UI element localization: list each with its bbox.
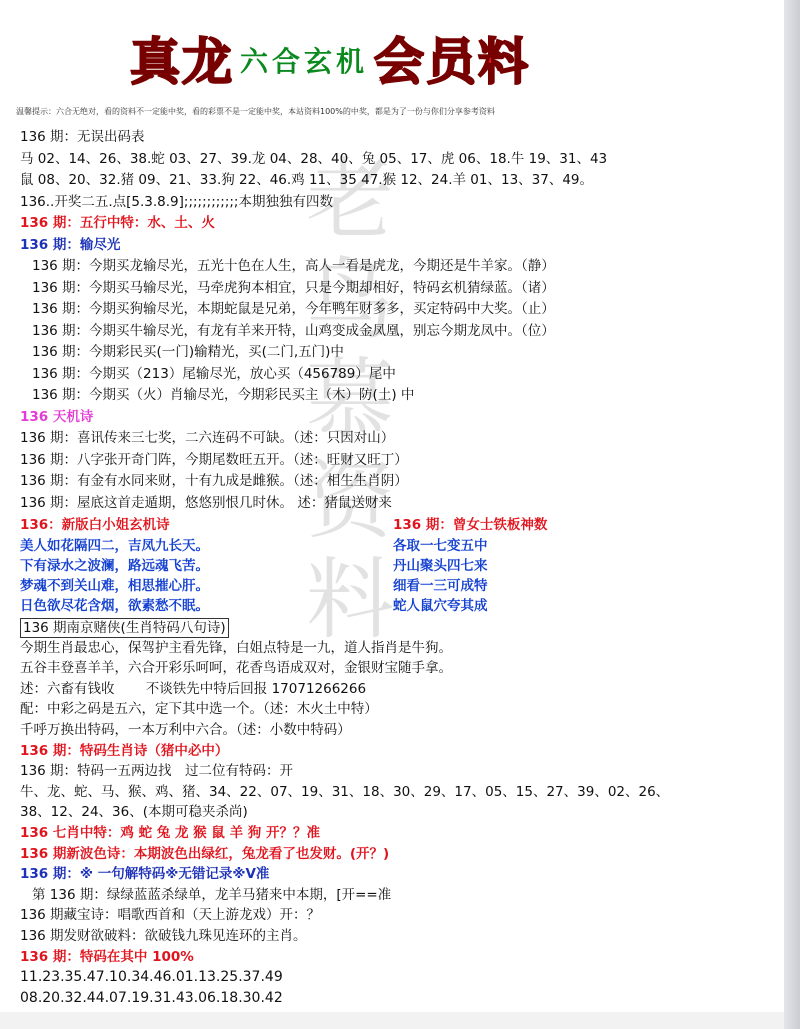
text-line: 牛、龙、蛇、马、猴、鸡、猪、34、22、07、19、31、18、30、29、17、05、15、27、39、02、26、 [20, 783, 670, 800]
title-part3: 会员料 [374, 32, 531, 91]
right-poem-title: 136 期：曾女士铁板神数 [393, 517, 548, 533]
poem-line: 下有渌水之波澜，路远魂飞苦。 [20, 558, 209, 574]
text-line: 136 期：特码一五两边找 过二位有特码：开 [20, 763, 294, 780]
text-line: 136 期：五行中特：水、土、火 [20, 215, 215, 231]
footer-strip [0, 1012, 784, 1029]
text-line: 述：六畜有钱收 不谈铁先中特后回报 17071266266 [20, 680, 367, 697]
text-line: 11.23.35.47.10.34.46.01.13.25.37.49 [20, 969, 283, 986]
banner [0, 0, 784, 102]
text-line: 38、12、24、36、(本期可稳夹杀尚) [20, 804, 248, 821]
left-poem-title: 136：新版白小姐玄机诗 [20, 517, 170, 533]
text-line: 136..开奖二五.点[5.3.8.9];;;;;;;;;;;;本期独独有四数 [20, 193, 333, 210]
text-line: 136 期：今期买龙输尽光，五光十色在人生，高人一看是虎龙，今期还是牛羊家。（静） [32, 258, 555, 274]
text-line: 今期生肖最忠心，保驾护主看先锋，白姐点特是一九，道人指肖是牛狗。 [20, 639, 452, 656]
text-line: 136 期：特码生肖诗（猪中必中） [20, 742, 229, 759]
scrollbar[interactable] [784, 0, 800, 1029]
poem-line: 美人如花隔四二，吉凤九长天。 [20, 538, 209, 554]
text-line: 配：中彩之码是五六，定下其中选一个。（述：木火土中特） [20, 701, 378, 718]
text-line: 136 期：今期买牛输尽光，有龙有羊来开特，山鸡变成金凤凰，别忘今期龙凤中。（位） [32, 322, 555, 339]
text-line: 136 期：今期买（火）肖输尽光，今期彩民买主（木）防(土) 中 [32, 387, 415, 403]
text-line: 08.20.32.44.07.19.31.43.06.18.30.42 [20, 989, 283, 1006]
text-line: 第 136 期：绿绿蓝蓝杀绿单，龙羊马猪来中本期，[开==准 [32, 886, 392, 903]
text-line: 136 期南京赌侠(生肖特码八句诗) [20, 618, 229, 638]
poem-line: 各取一七变五中 [393, 538, 488, 554]
text-line: 136 期发财欲破料：欲破钱九珠见连环的主肖。 [20, 928, 307, 944]
text-line: 136 期：屋底这首走遁期，悠悠别恨几时休。 述：猪鼠送财来 [20, 494, 392, 511]
text-line: 136 期：今期买马输尽光，马牵虎狗本相宜，只是今期却相好，特码玄机猜绿蓝。（诸） [32, 279, 555, 296]
text-line: 马 02、14、26、38.蛇 03、27、39.龙 04、28、40、兔 05、17、虎 06、18.牛 19、31、43 [20, 150, 608, 167]
notice-text: 温馨提示：六合无绝对，看的资料不一定能中奖，看的彩票不是一定能中奖，本站资料100%的中奖，都是为了一份与你们分享参考资料 [16, 107, 495, 116]
text-line: 136 期：今期买狗输尽光，本期蛇鼠是兄弟，今年鸭年财多多，买定特码中大奖。（止） [32, 301, 555, 317]
text-line: 136 七肖中特：鸡 蛇 兔 龙 猴 鼠 羊 狗 开？？准 [20, 825, 320, 841]
poem-line: 蛇人鼠穴夸其成 [393, 598, 488, 614]
title-part1: 真龙 [130, 32, 234, 91]
text-line: 136 期：※ 一句解特码※无错记录※V准 [20, 866, 270, 883]
text-line: 136 期：今期买（213）尾输尽光，放心买（456789）尾中 [32, 365, 396, 382]
title-part2: 六合玄机 [240, 45, 369, 78]
text-line: 136 期：喜讯传来三七奖，二六连码不可缺。（述：只因对山） [20, 430, 395, 446]
text-line: 136 天机诗 [20, 408, 94, 425]
text-line: 136 期：今期彩民买(一门)输精光，买(二门,五门)中 [32, 344, 344, 360]
watermark: 老鸟慕资料 [305, 148, 394, 651]
text-line: 136 期：无误出码表 [20, 129, 145, 145]
poem-line: 细看一三可成特 [393, 578, 488, 594]
text-line: 鼠 08、20、32.猪 09、21、33.狗 22、46.鸡 11、35 47.猴 12、24.羊 01、13、37、49。 [20, 172, 594, 188]
poem-line: 丹山聚头四七来 [393, 558, 488, 574]
text-line: 136 期：有金有水同来财，十有九成是雌猴。（述：相生生肖阴） [20, 473, 408, 489]
text-line: 136 期藏宝诗：唱歌西首和（天上游龙戏）开：？ [20, 907, 321, 924]
text-line: 136 期：八字张开奇门阵，今期尾数旺五开。（述：旺财又旺丁） [20, 451, 408, 468]
text-line: 五谷丰登喜羊羊，六合开彩乐呵呵，花香鸟语成双对，金银财宝随手拿。 [20, 660, 452, 677]
text-line: 136 期：输尽光 [20, 236, 121, 253]
poem-line: 日色欲尽花含烟，欲素愁不眠。 [20, 598, 209, 614]
poem-line: 梦魂不到关山难，相思摧心肝。 [20, 578, 209, 594]
text-line: 千呼万换出特码，一本万利中六合。（述：小数中特码） [20, 722, 351, 738]
text-line: 136 期：特码在其中 100% [20, 948, 194, 965]
banner-title [130, 22, 530, 94]
text-line: 136 期新波色诗：本期波色出绿红，兔龙看了也发财。(开？) [20, 845, 390, 862]
